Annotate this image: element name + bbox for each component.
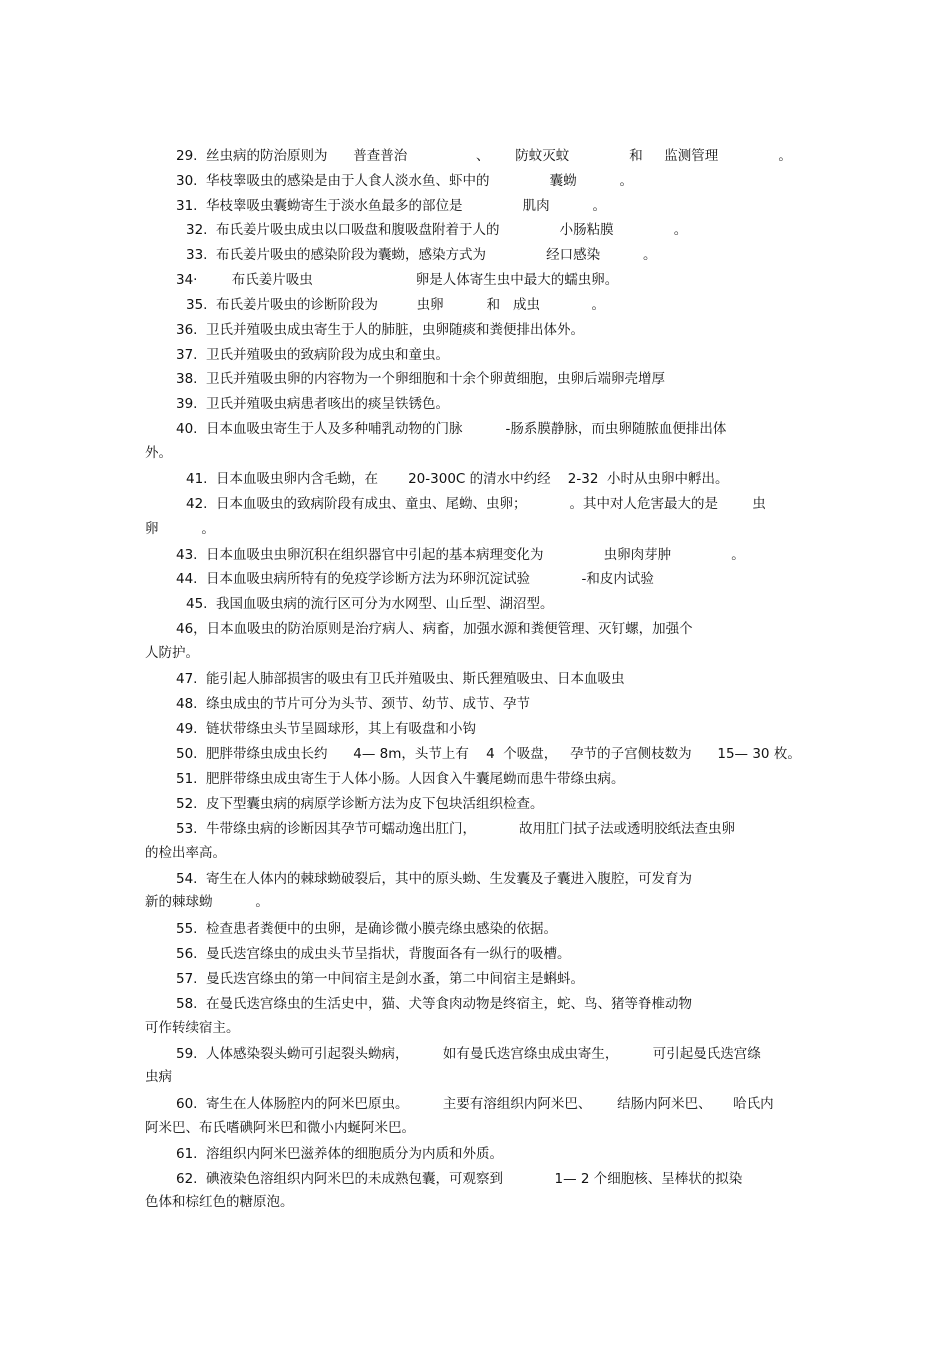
- item-47: 47. 能引起人肺部损害的吸虫有卫氏并殖吸虫、斯氏狸殖吸虫、日本血吸虫: [176, 671, 625, 687]
- item-42: 42. 日本血吸虫的致病阶段有成虫、童虫、尾蚴、虫卵； 。其中对人危害最大的是 虫: [186, 496, 766, 512]
- item-60: 60. 寄生在人体肠腔内的阿米巴原虫。 主要有溶组织内阿米巴、 结肠内阿米巴、 哈氏内: [176, 1096, 774, 1112]
- item-59-cont: 虫病: [145, 1069, 172, 1085]
- item-37: 37. 卫氏并殖吸虫的致病阶段为成虫和童虫。: [176, 347, 450, 363]
- item-49: 49. 链状带绦虫头节呈圆球形，其上有吸盘和小钩: [176, 721, 477, 737]
- item-46-cont: 人防护。: [145, 645, 199, 661]
- item-35: 35. 布氏姜片吸虫的诊断阶段为 虫卵 和 成虫 。: [186, 297, 605, 313]
- item-62: 62. 碘液染色溶组织内阿米巴的未成熟包囊，可观察到 1— 2 个细胞核、呈棒状的拟染: [176, 1171, 743, 1187]
- item-31: 31. 华枝睾吸虫囊蚴寄生于淡水鱼最多的部位是 肌肉 。: [176, 198, 607, 214]
- item-54-cont: 新的棘球蚴 。: [145, 894, 269, 910]
- item-61: 61. 溶组织内阿米巴滋养体的细胞质分为内质和外质。: [176, 1146, 504, 1162]
- item-59: 59. 人体感染裂头蚴可引起裂头蚴病， 如有曼氏迭宫绦虫成虫寄生， 可引起曼氏迭宫绦: [176, 1046, 761, 1062]
- item-40-cont: 外。: [145, 445, 172, 461]
- item-55: 55. 检查患者粪便中的虫卵，是确诊微小膜壳绦虫感染的依据。: [176, 921, 558, 937]
- item-50: 50. 肥胖带绦虫成虫长约 4— 8m，头节上有 4 个吸盘， 孕节的子宫侧枝数为 15— 30 枚。: [176, 746, 801, 762]
- item-30: 30. 华枝睾吸虫的感染是由于人食人淡水鱼、虾中的 囊蚴 。: [176, 173, 634, 189]
- item-58: 58. 在曼氏迭宫绦虫的生活史中，猫、犬等食肉动物是终宿主，蛇、鸟、猪等脊椎动物: [176, 996, 693, 1012]
- item-38: 38. 卫氏并殖吸虫卵的内容物为一个卵细胞和十余个卵黄细胞，虫卵后端卵壳增厚: [176, 371, 666, 387]
- item-42-cont: 卵 。: [145, 521, 215, 537]
- item-46: 46，日本血吸虫的防治原则是治疗病人、病畜，加强水源和粪便管理、灭钉螺，加强个: [176, 621, 693, 637]
- item-32: 32. 布氏姜片吸虫成虫以口吸盘和腹吸盘附着于人的 小肠粘膜 。: [186, 222, 688, 238]
- item-34: 34· 布氏姜片吸虫 卵是人体寄生虫中最大的蠕虫卵。: [176, 272, 619, 288]
- item-48: 48. 绦虫成虫的节片可分为头节、颈节、幼节、成节、孕节: [176, 696, 531, 712]
- item-62-cont: 色体和棕红色的糖原泡。: [145, 1194, 294, 1210]
- item-56: 56. 曼氏迭宫绦虫的成虫头节呈指状，背腹面各有一纵行的吸槽。: [176, 946, 571, 962]
- item-53-cont: 的检出率高。: [145, 845, 226, 861]
- item-29: 29. 丝虫病的防治原则为 普查普治 、 防蚊灭蚊 和 监测管理 。: [176, 148, 792, 164]
- item-54: 54. 寄生在人体内的棘球蚴破裂后，其中的原头蚴、生发囊及子囊进入腹腔，可发育为: [176, 871, 693, 887]
- item-52: 52. 皮下型囊虫病的病原学诊断方法为皮下包块活组织检查。: [176, 796, 544, 812]
- item-40: 40. 日本血吸虫寄生于人及多种哺乳动物的门脉 -肠系膜静脉，而虫卵随脓血便排出体: [176, 421, 727, 437]
- item-53: 53. 牛带绦虫病的诊断因其孕节可蠕动逸出肛门， 故用肛门拭子法或透明胶纸法查虫卵: [176, 821, 735, 837]
- item-41: 41. 日本血吸虫卵内含毛蚴，在 20-300C 的清水中约经 2-32 小时从虫卵中孵出。: [186, 471, 729, 487]
- item-39: 39. 卫氏并殖吸虫病患者咳出的痰呈铁锈色。: [176, 396, 450, 412]
- item-57: 57. 曼氏迭宫绦虫的第一中间宿主是剑水蚤，第二中间宿主是蝌蚪。: [176, 971, 585, 987]
- item-58-cont: 可作转续宿主。: [145, 1020, 240, 1036]
- item-51: 51. 肥胖带绦虫成虫寄生于人体小肠。人因食入牛囊尾蚴而患牛带绦虫病。: [176, 771, 625, 787]
- item-60-cont: 阿米巴、布氏嗜碘阿米巴和微小内蜒阿米巴。: [145, 1120, 415, 1136]
- item-43: 43. 日本血吸虫虫卵沉积在组织器官中引起的基本病理变化为 虫卵肉芽肿 。: [176, 547, 745, 563]
- item-36: 36. 卫氏并殖吸虫成虫寄生于人的肺脏，虫卵随痰和粪便排出体外。: [176, 322, 585, 338]
- item-45: 45. 我国血吸虫病的流行区可分为水网型、山丘型、湖沼型。: [186, 596, 554, 612]
- item-44: 44. 日本血吸虫病所特有的免疫学诊断方法为环卵沉淀试验 -和皮内试验: [176, 571, 654, 587]
- item-33: 33. 布氏姜片吸虫的感染阶段为囊蚴，感染方式为 经口感染 。: [186, 247, 657, 263]
